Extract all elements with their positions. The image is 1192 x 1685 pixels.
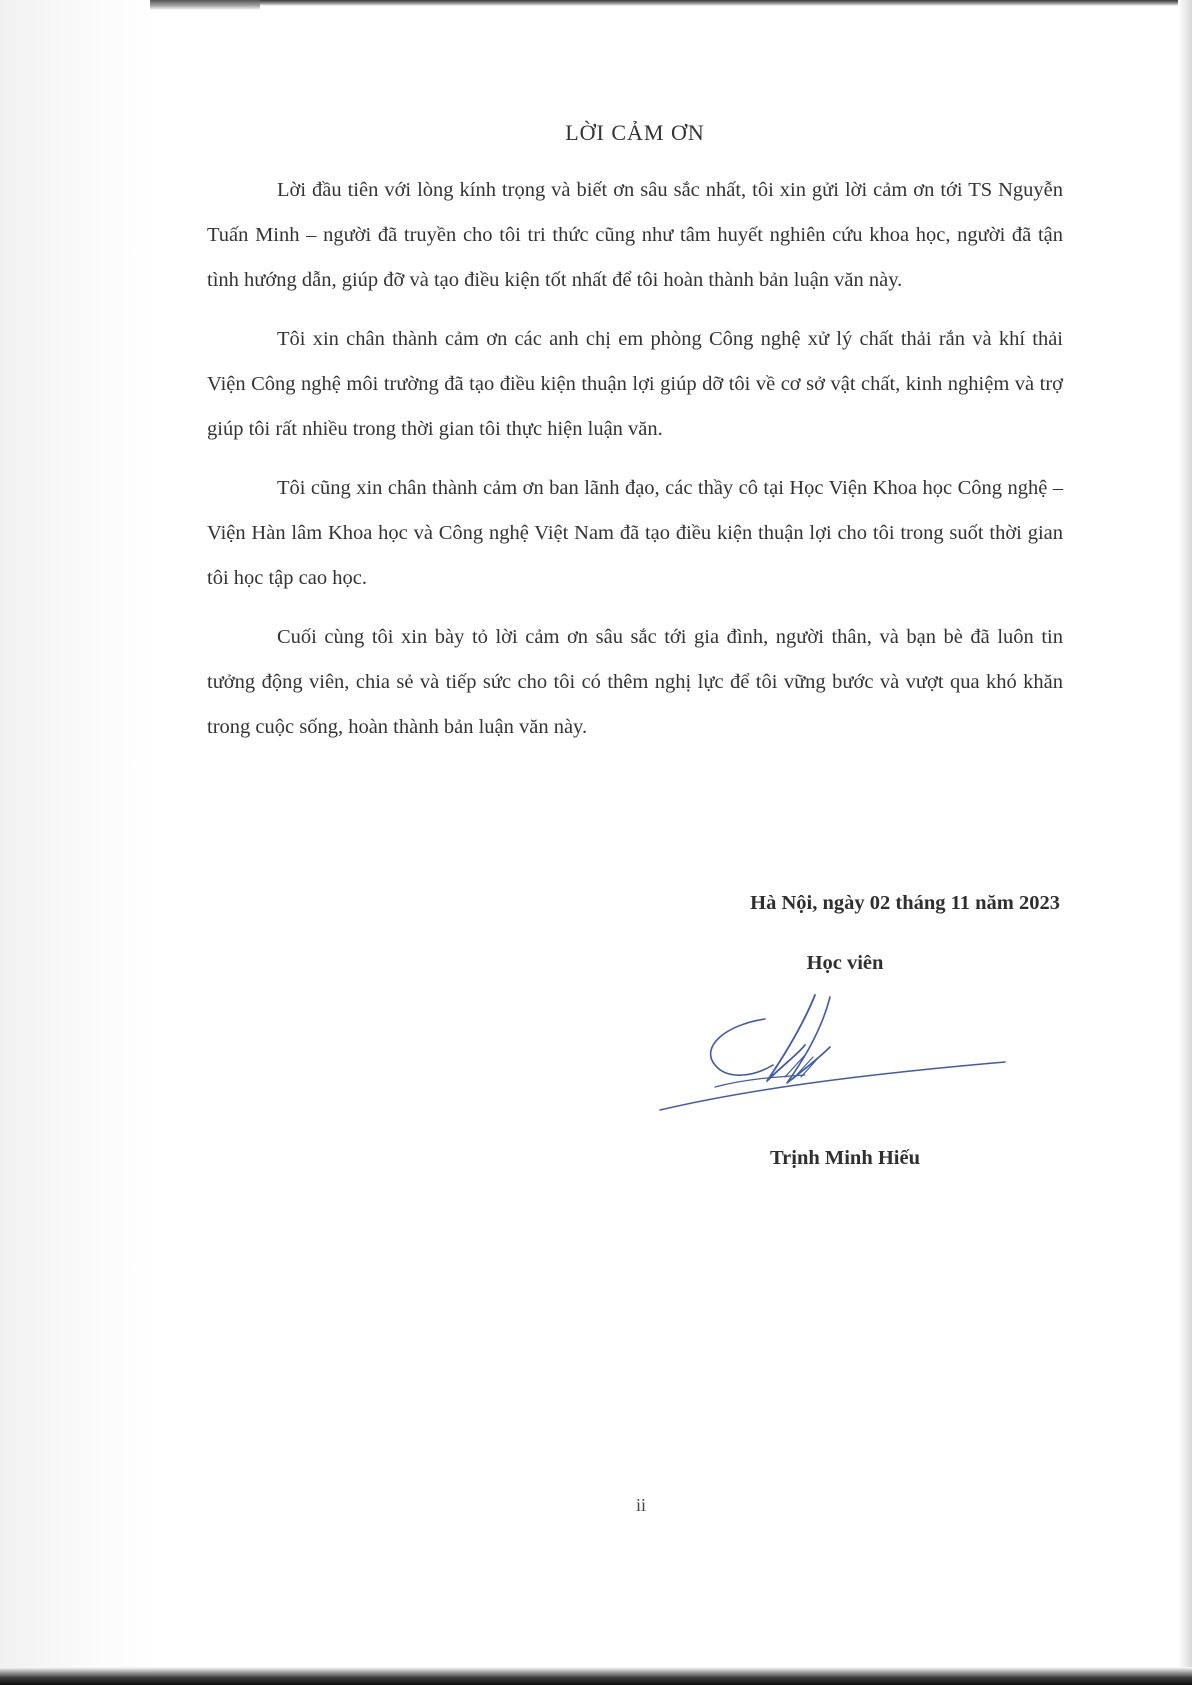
paragraph-2: Tôi xin chân thành cảm ơn các anh chị em phòng Công nghệ xử lý chất thải rắn và khí thải Viện Công nghệ môi trường đã tạo điều kiện thuận lợi giúp dỡ tôi về cơ sở vật chất, kinh nghiệm và trợ giúp tôi rất nhiều trong thời gian tôi thực hiện luận văn.: [207, 328, 1063, 440]
paragraph-1: Lời đầu tiên với lòng kính trọng và biết ơn sâu sắc nhất, tôi xin gửi lời cảm ơn tới TS Nguyễn Tuấn Minh – người đã truyền cho tôi tri thức cũng như tâm huyết nghiên cứu khoa học, người đã tận tình hướng dẫn, giúp đỡ và tạo điều kiện tốt nhất để tôi hoàn thành bản luận văn này.: [207, 179, 1063, 291]
scan-shadow-left: [0, 0, 160, 1685]
handwritten-signature: [655, 985, 1015, 1125]
signature-stroke-main: [767, 995, 815, 1081]
paragraph-3: Tôi cũng xin chân thành cảm ơn ban lãnh đạo, các thầy cô tại Học Viện Khoa học Công nghệ – Viện Hàn lâm Khoa học và Công nghệ Việt Nam đã tạo điều kiện thuận lợi cho tôi trong suốt thời gian tôi học tập cao học.: [207, 477, 1063, 589]
signer-role: Học viên: [806, 952, 884, 974]
scan-edge-top-mark: [150, 0, 260, 10]
signature-underline: [660, 1062, 1005, 1110]
paragraph-4: Cuối cùng tôi xin bày tỏ lời cảm ơn sâu sắc tới gia đình, người thân, và bạn bè đã luôn tin tưởng động viên, chia sẻ và tiếp sức cho tôi có thêm nghị lực để tôi vững bước và vượt qua khó khăn trong cuộc sống, hoàn thành bản luận văn này.: [207, 626, 1063, 738]
page-title: LỜI CẢM ƠN: [565, 120, 705, 145]
scan-edge-top: [150, 0, 1192, 6]
signature-loop: [711, 1019, 773, 1075]
place-date-line: Hà Nội, ngày 02 tháng 11 năm 2023: [750, 892, 1060, 914]
scan-edge-bottom: [0, 1667, 1192, 1685]
acknowledgement-section: [207, 120, 1063, 764]
page-number: ii: [635, 1495, 646, 1515]
signer-name: Trịnh Minh Hiếu: [770, 1147, 920, 1169]
scan-shadow-right: [1178, 0, 1192, 1685]
